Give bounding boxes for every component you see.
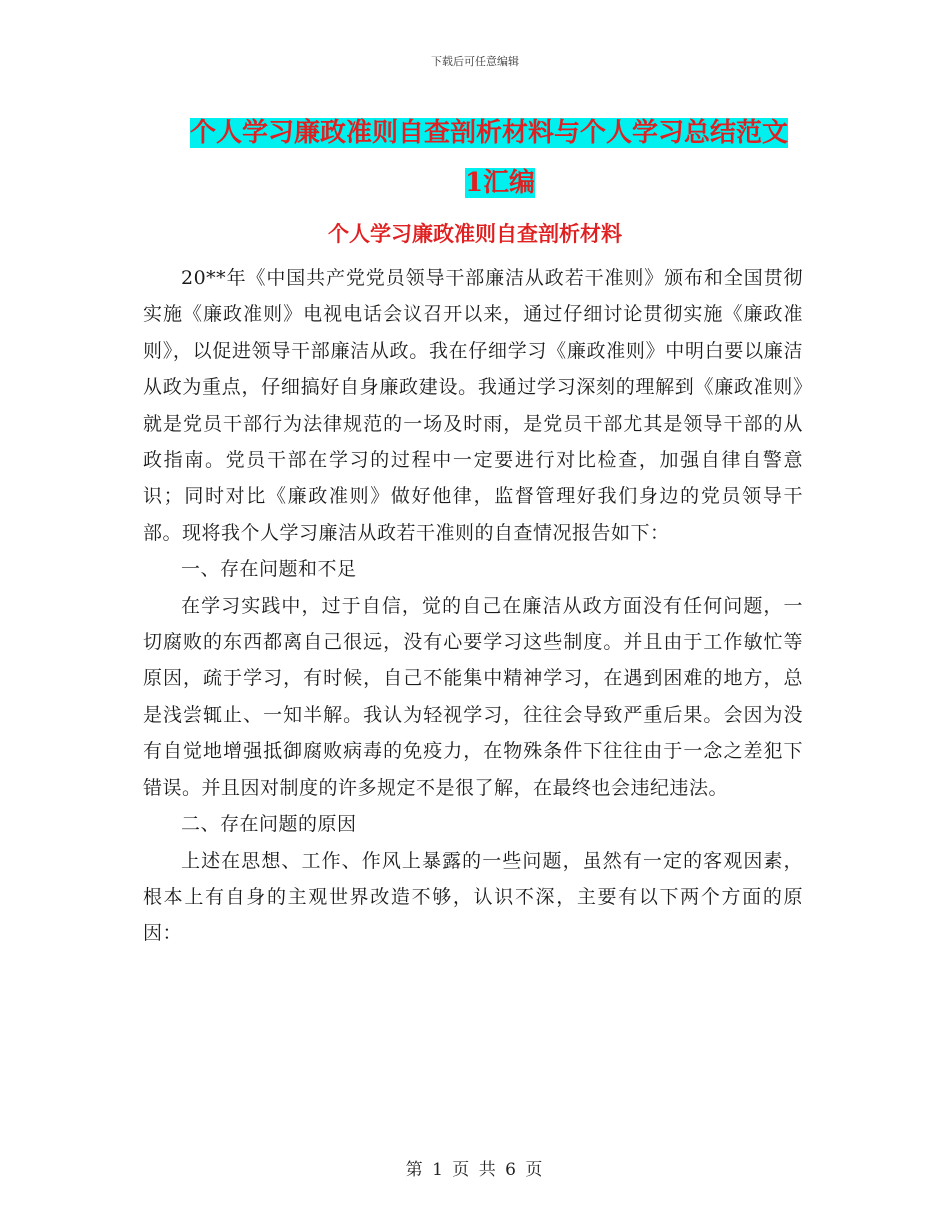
document-title	[190, 108, 810, 208]
heading-causes: 二、存在问题的原因	[181, 813, 357, 836]
document-body	[143, 260, 803, 952]
section-title: 个人学习廉政准则自查剖析材料	[328, 221, 622, 246]
page-footer: 第 1 页 共 6 页	[405, 1160, 545, 1180]
paragraph-intro: 20**年《中国共产党党员领导干部廉洁从政若干准则》颁布和全国贯彻实施《廉政准则》电视电话会议召开以来，通过仔细讨论贯彻实施《廉政准则》，以促进领导干部廉洁从政。我在仔细学习《廉政准则》中明白要以廉洁从政为重点，仔细搞好自身廉政建设。我通过学习深刻的理解到《廉政准则》就是党员干部行为法律规范的一场及时雨，是党员干部尤其是领导干部的从政指南。党员干部在学习的过程中一定要进行对比检查，加强自律自警意识；同时对比《廉政准则》做好他律，监督管理好我们身边的党员领导干部。现将我个人学习廉洁从政若干准则的自查情况报告如下：	[143, 267, 803, 544]
heading-problems: 一、存在问题和不足	[181, 558, 357, 581]
paragraph-causes: 上述在思想、工作、作风上暴露的一些问题，虽然有一定的客观因素，根本上有自身的主观世界改造不够，认识不深，主要有以下两个方面的原因：	[143, 849, 803, 945]
header-note: 下载后可任意编辑	[431, 55, 519, 68]
paragraph-problems: 在学习实践中，过于自信，觉的自己在廉洁从政方面没有任何问题，一切腐败的东西都离自己很远，没有心要学习这些制度。并且由于工作敏忙等原因，疏于学习，有时候，自己不能集中精神学习，在遇到困难的地方，总是浅尝辄止、一知半解。我认为轻视学习，往往会导致严重后果。会因为没有自觉地增强抵御腐败病毒的免疫力，在物殊条件下往往由于一念之差犯下错误。并且因对制度的许多规定不是很了解，在最终也会违纪违法。	[143, 594, 803, 799]
document-title-line-2: 1汇编	[464, 168, 536, 198]
document-title-line-1: 个人学习廉政准则自查剖析材料与个人学习总结范文	[190, 118, 789, 148]
